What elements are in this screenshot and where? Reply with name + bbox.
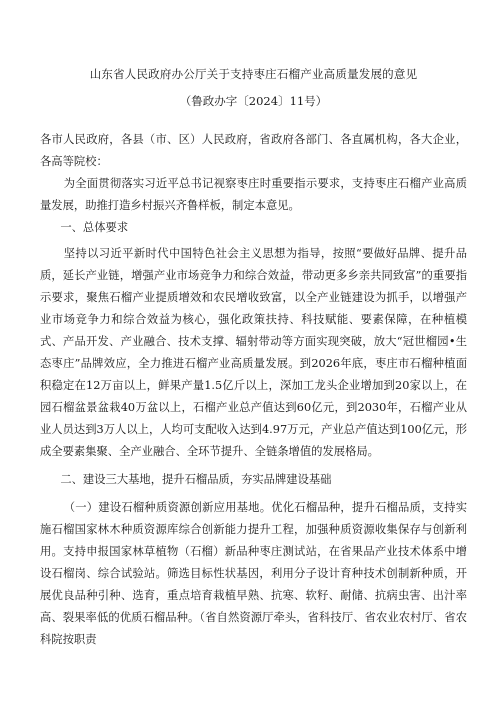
document-body bbox=[40, 129, 467, 651]
document-number: （鲁政办字〔2024〕11号） bbox=[179, 94, 328, 108]
document-title: 山东省人民政府办公厅关于支持枣庄石榴产业高质量发展的意见 bbox=[89, 67, 418, 81]
intro-paragraph: 为全面贯彻落实习近平总书记视察枣庄时重要指示要求，支持枣庄石榴产业高质量发展，助推打造乡村振兴齐鲁样板，制定本意见。 bbox=[40, 177, 467, 212]
section-2-paragraph-1: （一）建设石榴种质资源创新应用基地。优化石榴品种，提升石榴品质，支持实施石榴国家林木种质资源库综合创新能力提升工程，加强种质资源收集保存与创新利用。支持申报国家林草植物（石榴）新品种枣庄测试站，在省果品产业技术体系中增设石榴岗、综合试验站。筛选目标性状基因，利用分子设计育种技术创制新种质，开展优良品种引种、选育，重点培育栽植早熟、抗寒、软籽、耐储、抗病虫害、出汁率高、裂果率低的优质石榴品种。（省自然资源厅牵头，省科技厅、省农业农村厅、省农科院按职责 bbox=[40, 501, 467, 646]
section-2-heading: 二、建设三大基地，提升石榴品质，夯实品牌建设基础 bbox=[60, 473, 332, 486]
section-1-heading: 一、总体要求 bbox=[60, 221, 129, 234]
salutation: 各市人民政府，各县（市、区）人民政府，省政府各部门、各直属机构，各大企业，各高等院校： bbox=[40, 133, 467, 168]
section-1-paragraph: 坚持以习近平新时代中国特色社会主义思想为指导，按照“要做好品牌、提升品质，延长产业链，增强产业市场竞争力和综合效益，带动更多乡亲共同致富”的重要指示要求，聚焦石榴产业提质增效和农民增收致富，以全产业链建设为抓手，以增强产业市场竞争力和综合效益为核心，强化政策扶持、科技赋能、要素保障，在种植模式、产品开发、产业融合、技术支撑、辐射带动等方面实现突破，放大“冠世榴园•生态枣庄”品牌效应，全力推进石榴产业高质量发展。到2026年底，枣庄市石榴种植面积稳定在12万亩以上，鲜果产量1.5亿斤以上，深加工龙头企业增加到20家以上，在园石榴盆景盆栽40万盆以上，石榴产业总产值达到60亿元，到2030年，石榴产业从业人员达到3万人以上，人均可支配收入达到4.97万元，产业总产值达到100亿元，形成全要素集聚、全产业融合、全环节提升、全链条增值的发展格局。 bbox=[40, 247, 467, 458]
